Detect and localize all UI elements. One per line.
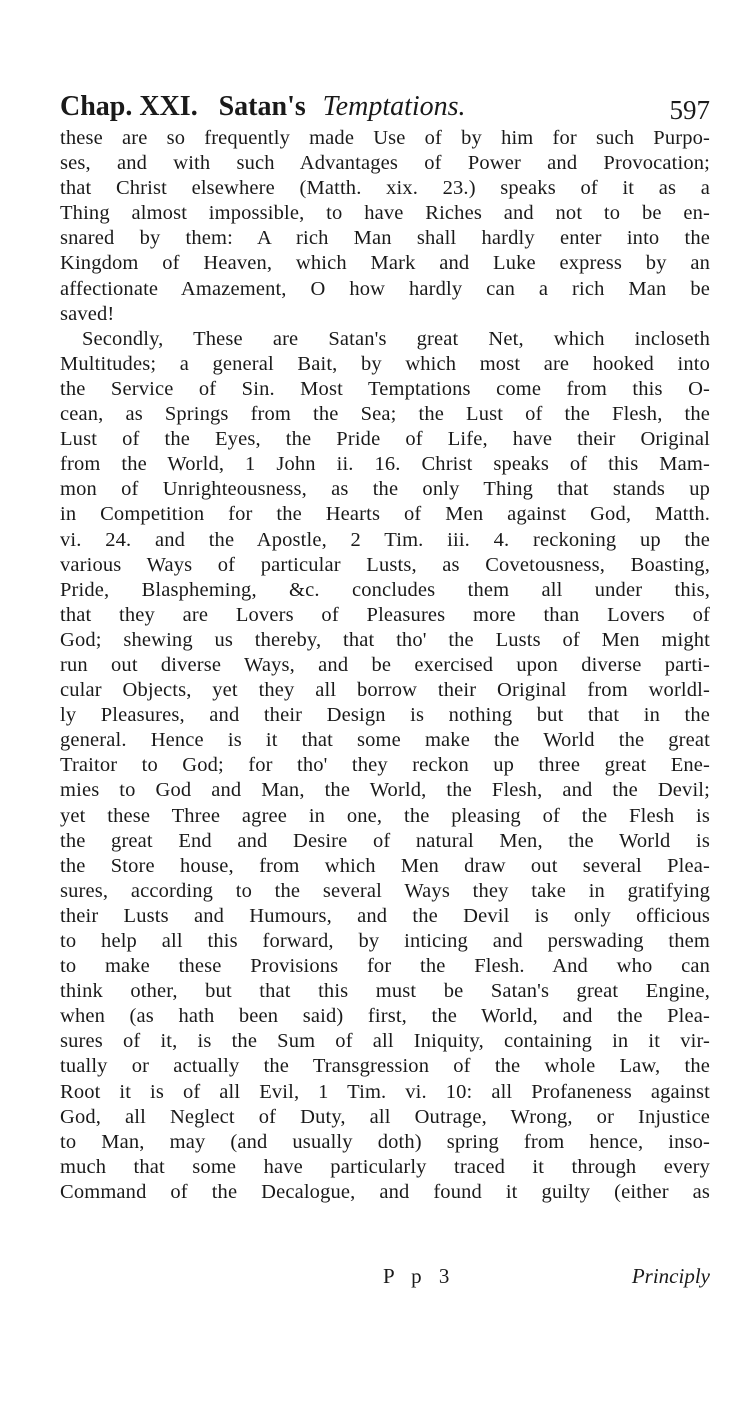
text-line: to make these Provisions for the Flesh. And who can — [60, 955, 710, 978]
text-line: the Service of Sin. Most Temptations come from this O- — [60, 377, 710, 400]
text-line: ses, and with such Advantages of Power and Provocation; — [60, 152, 710, 175]
page-number: 597 — [669, 95, 710, 125]
text-line: vi. 24. and the Apostle, 2 Tim. iii. 4. reckoning up the — [60, 528, 710, 551]
text-line: mies to God and Man, the World, the Flesh, and the Devil; — [60, 779, 710, 802]
text-line: to help all this forward, by inticing and perswading them — [60, 930, 710, 952]
page-body-text — [60, 126, 710, 1205]
chapter-title-part1: Satan's — [218, 91, 306, 122]
text-line: Traitor to God; for tho' they reckon up three great Ene- — [60, 754, 710, 777]
text-line: the Store house, from which Men draw out several Plea- — [60, 854, 710, 877]
catchword: Principly — [631, 1264, 710, 1288]
text-line: much that some have particularly traced it through every — [60, 1155, 710, 1178]
text-line: from the World, 1 John ii. 16. Christ speaks of this Mam- — [60, 453, 710, 476]
text-line: run out diverse Ways, and be exercised upon diverse parti- — [60, 653, 710, 676]
text-line: general. Hence is it that some make the World the great — [60, 729, 710, 752]
text-line: that they are Lovers of Pleasures more than Lovers of — [60, 603, 710, 626]
chapter-title-part2: Temptations. — [322, 91, 466, 122]
text-line: their Lusts and Humours, and the Devil is only officious — [60, 904, 710, 927]
text-line: to Man, may (and usually doth) spring from hence, inso- — [60, 1130, 710, 1153]
text-line: saved! — [60, 302, 115, 325]
text-line: cular Objects, yet they all borrow their Original from worldl- — [60, 679, 710, 702]
chapter-number: Chap. XXI. — [60, 91, 198, 122]
text-line: Pride, Blaspheming, &c. concludes them all under this, — [60, 578, 710, 601]
text-line: God, all Neglect of Duty, all Outrage, Wrong, or Injustice — [60, 1105, 710, 1128]
text-line: sures, according to the several Ways they take in gratifying — [60, 879, 710, 902]
signature-mark: P p 3 — [383, 1264, 456, 1288]
text-line: Secondly, These are Satan's great Net, which incloseth — [82, 327, 710, 350]
text-line: Lust of the Eyes, the Pride of Life, have their Original — [60, 428, 710, 451]
text-line: ly Pleasures, and their Design is nothing but that in the — [60, 704, 710, 727]
text-line: affectionate Amazement, O how hardly can a rich Man be — [60, 277, 710, 300]
text-line: various Ways of particular Lusts, as Covetousness, Boasting, — [60, 553, 710, 576]
text-line: Command of the Decalogue, and found it guilty (either as — [60, 1180, 710, 1203]
text-line: Multitudes; a general Bait, by which most are hooked into — [60, 352, 710, 375]
text-line: Root it is of all Evil, 1 Tim. vi. 10: all Profaneness against — [60, 1080, 710, 1103]
text-line: God; shewing us thereby, that tho' the Lusts of Men might — [60, 628, 710, 651]
text-line: sures of it, is the Sum of all Iniquity, containing in it vir- — [60, 1030, 710, 1053]
page-footer — [60, 1262, 710, 1290]
text-line: Kingdom of Heaven, which Mark and Luke express by an — [60, 252, 710, 275]
text-line: tually or actually the Transgression of the whole Law, the — [60, 1055, 710, 1078]
text-line: Thing almost impossible, to have Riches and not to be en- — [60, 202, 710, 225]
text-line: cean, as Springs from the Sea; the Lust of the Flesh, the — [60, 403, 710, 426]
text-line: that Christ elsewhere (Matth. xix. 23.) speaks of it as a — [60, 177, 710, 200]
text-line: the great End and Desire of natural Men, the World is — [60, 829, 710, 852]
text-line: think other, but that this must be Satan's great Engine, — [60, 980, 710, 1003]
text-line: when (as hath been said) first, the World, and the Plea- — [60, 1005, 710, 1028]
text-line: snared by them: A rich Man shall hardly enter into the — [60, 227, 710, 250]
running-header — [60, 84, 710, 128]
text-line: these are so frequently made Use of by him for such Purpo- — [60, 127, 710, 149]
text-line: mon of Unrighteousness, as the only Thing that stands up — [60, 478, 710, 501]
text-line: yet these Three agree in one, the pleasing of the Flesh is — [60, 804, 710, 827]
text-line: in Competition for the Hearts of Men against God, Matth. — [60, 503, 710, 526]
